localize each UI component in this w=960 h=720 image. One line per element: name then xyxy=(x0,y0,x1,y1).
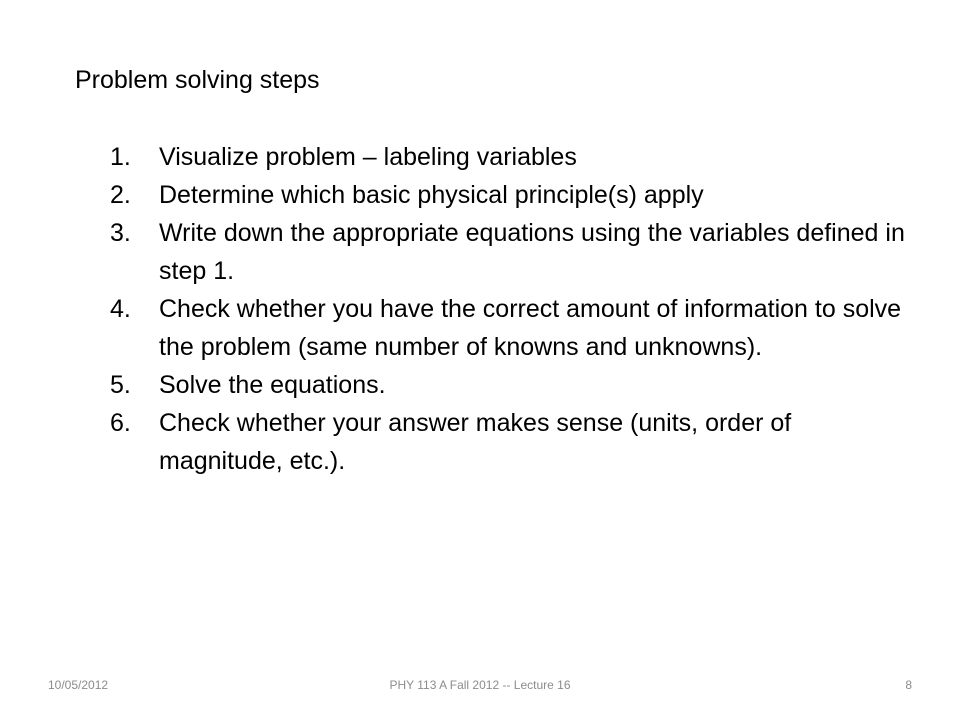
steps-list xyxy=(110,138,920,480)
step-item xyxy=(110,138,920,176)
step-number: 2. xyxy=(110,181,131,209)
step-number: 1. xyxy=(110,143,131,171)
step-text: Write down the appropriate equations using the variables defined in step 1. xyxy=(159,219,905,285)
footer-page-number: 8 xyxy=(905,678,912,692)
step-text: Determine which basic physical principle(s) apply xyxy=(159,181,704,209)
step-item xyxy=(110,214,920,290)
step-text: Check whether you have the correct amount of information to solve the problem (same number of knowns and unknowns). xyxy=(159,295,902,361)
footer-course-title: PHY 113 A Fall 2012 -- Lecture 16 xyxy=(389,678,571,692)
step-item xyxy=(110,290,920,366)
step-item xyxy=(110,366,920,404)
step-item xyxy=(110,176,920,214)
slide-title: Problem solving steps xyxy=(75,66,320,94)
step-number: 5. xyxy=(110,371,131,399)
step-number: 4. xyxy=(110,295,131,323)
step-text: Solve the equations. xyxy=(159,371,386,399)
step-number: 3. xyxy=(110,219,131,247)
step-item xyxy=(110,404,920,480)
step-number: 6. xyxy=(110,409,131,437)
footer-date: 10/05/2012 xyxy=(48,678,109,692)
step-text: Visualize problem – labeling variables xyxy=(159,143,577,171)
step-text: Check whether your answer makes sense (units, order of magnitude, etc.). xyxy=(159,409,792,475)
